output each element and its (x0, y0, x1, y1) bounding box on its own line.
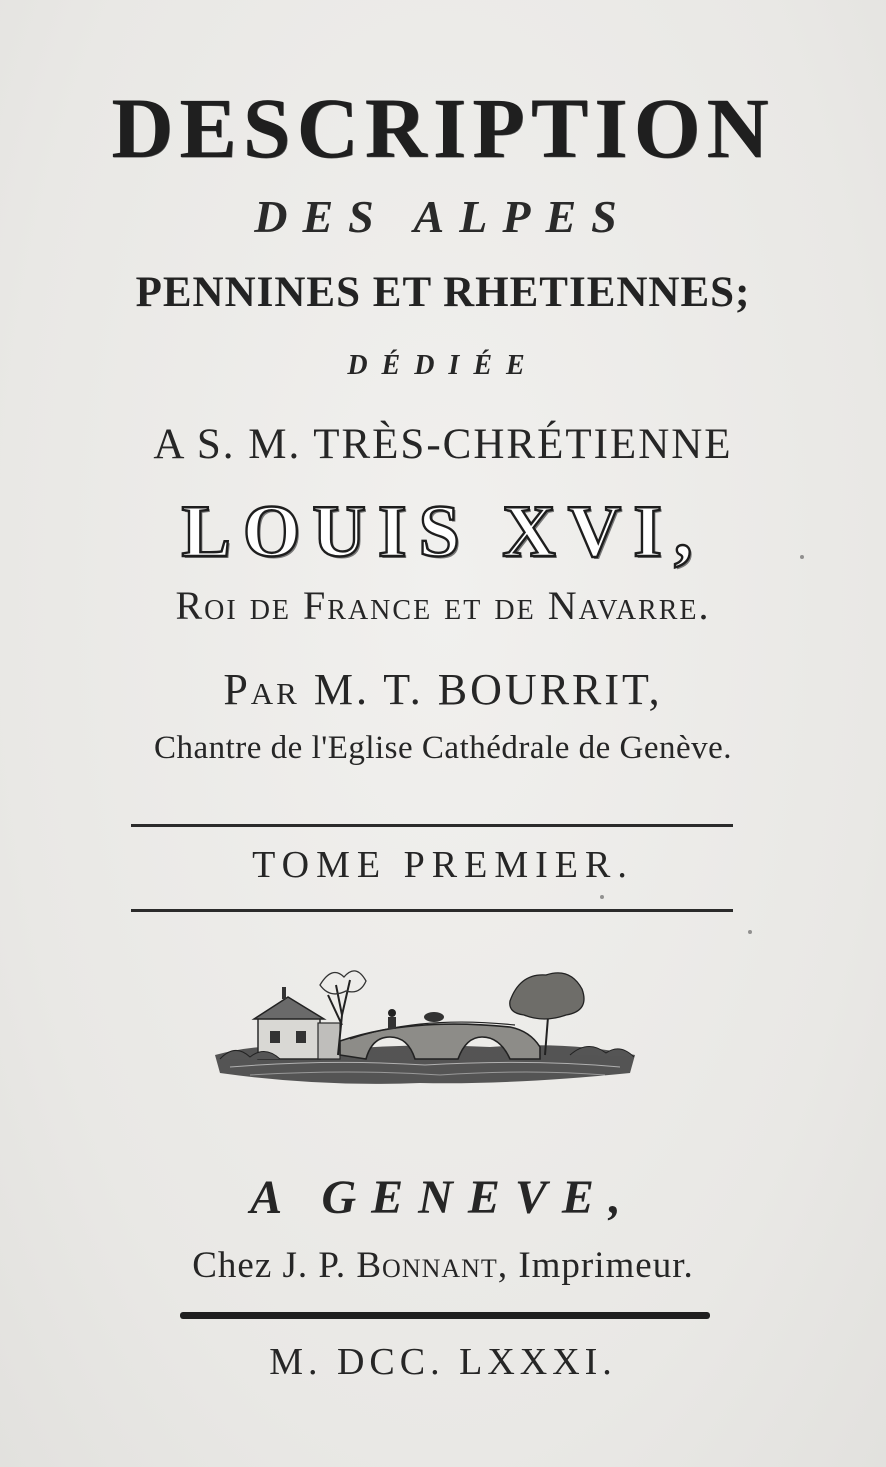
dedication-label: DÉDIÉE (347, 350, 539, 381)
king-title: Roi de France et de Navarre. (175, 583, 711, 628)
woodcut-vignette-icon (210, 955, 640, 1105)
author-line: Par M. T. BOURRIT, (223, 665, 663, 714)
dedicatee-line: A S. M. TRÈS-CHRÉTIENNE (153, 421, 733, 468)
king-name: LOUIS XVI, (181, 491, 705, 573)
paper-speck (600, 895, 604, 899)
paper-speck (748, 930, 752, 934)
divider-bottom (131, 909, 733, 912)
imprint-publisher (0, 1244, 886, 1287)
divider-top (131, 824, 733, 827)
book-subtitle-des-alpes: DES ALPES (254, 191, 632, 242)
publisher-prefix: Chez J. P. (192, 1245, 347, 1286)
author-title: Chantre de l'Eglise Cathédrale de Genève. (153, 730, 733, 766)
paper-speck (800, 555, 804, 559)
publisher-suffix: , Imprimeur. (497, 1245, 694, 1286)
publisher-name: Bonnant (356, 1245, 498, 1286)
volume-label: TOME PREMIER. (252, 844, 634, 886)
imprint-rule (180, 1312, 710, 1319)
book-subtitle-pennines: PENNINES ET RHETIENNES; (135, 269, 751, 316)
imprint-year: M. DCC. LXXXI. (269, 1341, 617, 1383)
imprint-place: A GENEVE, (250, 1171, 636, 1224)
book-title: DESCRIPTION (111, 80, 775, 176)
